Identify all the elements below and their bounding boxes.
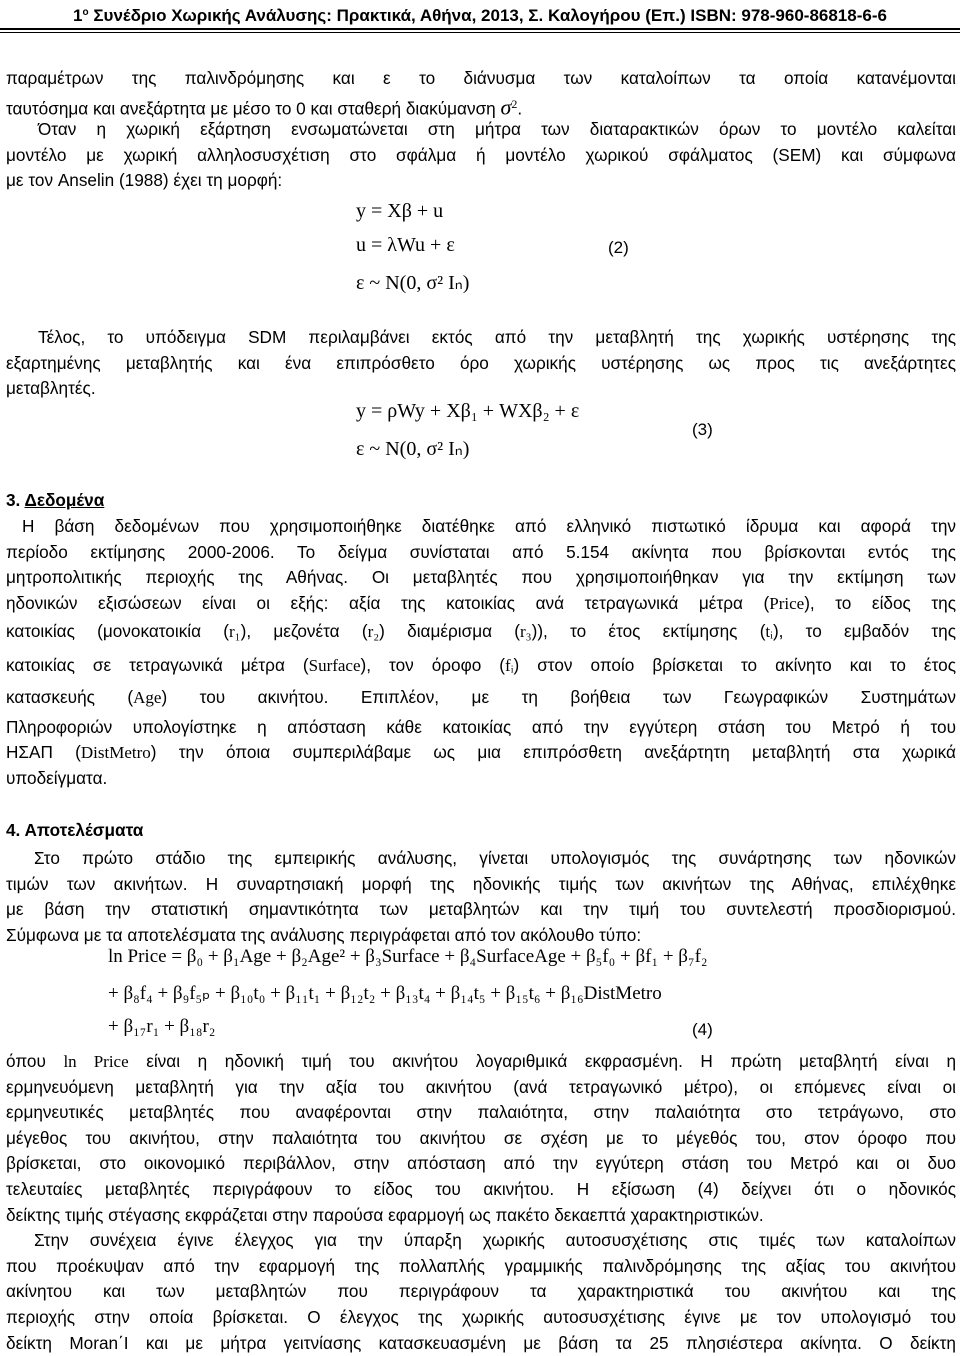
equation-text: ε ~ N(0, σ² Iₙ)	[356, 272, 470, 294]
math-var: Surface	[308, 655, 361, 675]
equation-3-line-2	[356, 436, 469, 461]
equation-text: u = λWu + ε	[356, 234, 455, 256]
math-var: DistMetro	[80, 743, 151, 763]
math-var: ln Price	[63, 1052, 129, 1071]
text-line: Στην συνέχεια έγινε έλεγχος για την ύπαρξη χωρικής αυτοσυσχέτισης στις τιμές των καταλοίπων	[34, 1230, 956, 1251]
text-line: τιμών των ακινήτων. Η συναρτησιακή μορφή της ηδονικής τιμής των ακινήτων της Αθήνας, επιλέχθηκε	[6, 873, 956, 894]
text-line: μητροπολιτικής περιοχής της Αθήνας. Οι μεταβλητές που χρησιμοποιήθηκαν για την εκτίμηση των	[6, 567, 956, 588]
text-span: είναι η ηδονική τιμή του ακινήτου λογαριθμικά εκφρασμένη. Η πρώτη μεταβλητή είναι η	[146, 1051, 957, 1071]
paragraph-sdm	[6, 325, 956, 402]
paragraph-interpretation	[6, 1049, 956, 1356]
equation-2-line-3	[356, 270, 469, 295]
section-title: Δεδομένα	[24, 490, 105, 510]
text-line: Πληροφοριών υπολογίστηκε η απόσταση κάθε κατοικίας από την εγγύτερη στάση του Μετρό ή του	[6, 716, 956, 737]
text-span: ), το εμβαδόν της	[772, 620, 956, 641]
text-line: Σύμφωνα με τα αποτελέσματα της ανάλυσης περιγράφεται από τον ακόλουθο τύπο:	[6, 924, 642, 945]
equation-2-line-2	[356, 234, 455, 257]
text-span: ) διαμέρισμα (	[379, 620, 521, 641]
text-span: ) του ακινήτου. Επιπλέον, με τη βοήθεια των Γεωγραφικών Συστημάτων	[161, 686, 956, 707]
math-var: Age	[133, 687, 162, 707]
math-var: fᵢ	[505, 655, 514, 675]
header-rule-thick	[0, 28, 960, 30]
text-span: ), τον όροφο (	[360, 654, 506, 675]
text-line	[6, 591, 956, 619]
sigma-symbol: σ	[500, 94, 512, 120]
text-line: με τον Anselin (1988) έχει τη μορφή:	[6, 170, 283, 191]
text-span: )), το έτος εκτίμησης (	[531, 620, 766, 641]
equation-4-number: (4)	[692, 1020, 713, 1039]
equation-3-line-1	[356, 400, 579, 423]
text-line: περίοδο εκτίμησης 2000-2006. Το δείγμα συνίσταται από 5.154 ακίνητα που βρίσκονται εντός της	[6, 541, 956, 562]
math-var: r₂	[367, 621, 380, 641]
math-var: r₃	[520, 621, 532, 641]
text-span: ) στον οποίο βρίσκεται το ακίνητο και το έτος	[513, 654, 956, 675]
text-span: ) την όποια συμπεριλάβαμε ως μια επιπρόσθετη ανεξάρτητη μεταβλητή στα χωρικά	[150, 742, 956, 763]
text-line: μοντέλο με χωρική αλληλοσυσχέτιση στο σφάλμα ή μοντέλο χωρικού σφάλματος (SEM) και σύμφωνα	[6, 144, 956, 165]
text-line: μεταβλητές.	[6, 378, 96, 399]
text-line	[6, 619, 956, 653]
header-text: Συνέδριο Χωρικής Ανάλυσης: Πρακτικά, Αθήνα, 2013, Σ. Καλογήρου (Επ.) ISBN: 978-960-86818-6-6	[88, 6, 887, 25]
equation-text: y = ρWy + Xβ₁ + WXβ₂ + ε	[356, 400, 580, 422]
running-header	[0, 0, 960, 26]
text-line: ταυτόσημα και ανεξάρτητα με μέσο το 0 και σταθερή διακύμανση $\sigma^2$.	[6, 94, 523, 120]
paragraph-model-intro	[6, 66, 956, 194]
section-number: 4.	[6, 820, 21, 840]
text-span: ), το είδος της	[804, 592, 957, 613]
section-title: Αποτελέσματα	[24, 820, 144, 840]
math-var: Price	[769, 593, 805, 613]
text-span: όπου	[6, 1051, 46, 1071]
math-var: r₁	[229, 621, 241, 641]
equation-3-number: (3)	[692, 420, 713, 439]
text-line: βρίσκεται, στο οικονομικό περιβάλλον, στην απόσταση από την εγγύτερη στάση του Μετρό και οι δυο	[6, 1153, 956, 1174]
section-number: 3.	[6, 490, 21, 510]
section-3-heading	[6, 490, 104, 511]
header-ordinal: 1	[73, 6, 83, 25]
text-line: παραμέτρων της παλινδρόμησης και ε το διάνυσμα των καταλοίπων τα οποία κατανέμονται	[6, 68, 956, 88]
text-line	[6, 740, 956, 766]
text-line: με βάση την στατιστική σημαντικότητα των μεταβλητών και την τιμή του συντελεστή προσδιορισμού.	[6, 899, 956, 920]
text-line: υποδείγματα.	[6, 767, 108, 788]
equation-text: + β₁₇r₁ + β₁₈r₂	[108, 1016, 216, 1037]
text-line: μέγεθος του ακινήτου, στην παλαιότητα του ακινήτου σε σχέση με το μέγεθός του, στον όροφο που	[6, 1127, 956, 1148]
paragraph-results	[6, 846, 956, 948]
text-span: ταυτόσημα και ανεξάρτητα με μέσο το 0 και σταθερή διακύμανση	[6, 98, 496, 119]
text-line: ακίνητου και των μεταβλητών που περιγράφουν τα χαρακτηριστικά του ακινήτου και της	[6, 1281, 956, 1302]
text-line	[6, 685, 956, 715]
text-span: κατοικίας σε τετραγωνικά μέτρα (	[6, 654, 309, 675]
equation-4-line-1	[108, 946, 708, 968]
text-line: ερμηνευτικές μεταβλητές που αναφέρονται στην παλαιότητα, στην παλαιότητα στο τετράγωνο, στο	[6, 1102, 956, 1123]
equation-text: y = Xβ + u	[356, 200, 444, 222]
equation-text: ε ~ N(0, σ² Iₙ)	[356, 438, 470, 460]
text-span: ηδονικών εξισώσεων είναι οι εξής: αξία της κατοικίας ανά τετραγωνικά μέτρα (	[6, 592, 770, 613]
text-line: δείκτη Moran΄I και με μήτρα γειτνίασης κατασκευασμένη με βάση τα 25 πλησιέστερα ακίνητα. Ο δείκτη	[6, 1332, 956, 1353]
equation-text: ln Price = β₀ + β₁Age + β₂Age² + β₃Surface + β₄SurfaceAge + β₅f₀ + βf₁ + β₇f₂	[108, 946, 708, 967]
text-line: περιοχής στην οποία βρίσκεται. Ο έλεγχος της χωρικής αυτοσυσχέτισης έγινε με τον υπολογισμό του	[6, 1306, 956, 1327]
text-line: Τέλος, το υπόδειγμα SDM περιλαμβάνει εκτός από την μεταβλητή της χωρικής υστέρησης της	[38, 327, 956, 347]
text-span: κατασκευής (	[6, 686, 134, 707]
text-line	[6, 1049, 956, 1075]
text-line: που προέκυψαν από την εφαρμογή της πολλαπλής γραμμικής παλινδρόμησης της αξίας του ακινήτου	[6, 1255, 956, 1276]
section-4-heading	[6, 820, 143, 841]
header-ordinal-sup: ο	[82, 7, 89, 18]
sigma-exponent: 2	[511, 96, 518, 111]
header-rule-thin	[0, 32, 960, 33]
text-line: ερμηνευόμενη μεταβλητή για την αξία του ακινήτου (ανά τετραγωνικό μέτρο), οι επόμενες είναι οι	[6, 1076, 956, 1097]
text-line: δείκτης τιμής στέγασης εκφράζεται στην παρούσα εφαρμογή ως πακέτο δεκαεπτά χαρακτηριστικών.	[6, 1204, 764, 1225]
equation-2-number: (2)	[608, 238, 629, 257]
text-line: τελευταίες μεταβλητές περιγράφουν το είδος του ακινήτου. Η εξίσωση (4) δείχνει ότι ο ηδονικός	[6, 1178, 956, 1199]
text-line: εξαρτημένης μεταβλητής και ένα επιπρόσθετο όρο χωρικής υστέρησης ως προς τις ανεξάρτητες	[6, 352, 956, 373]
equation-4-line-2	[108, 982, 662, 1005]
text-span: ), μεζονέτα (	[240, 620, 368, 641]
equation-4-line-3	[108, 1016, 215, 1038]
math-var: tᵢ	[765, 621, 773, 641]
text-span: κατοικίας (μονοκατοικία (	[6, 620, 229, 641]
equation-2-line-1	[356, 200, 443, 223]
text-line: Η βάση δεδομένων που χρησιμοποιήθηκε διατέθηκε από ελληνικό πιστωτικό ίδρυμα και αφορά την	[22, 516, 956, 536]
equation-text: + β₈f₄ + β₉f₅ₚ + β₁₀t₀ + β₁₁t₁ + β₁₂t₂ + β₁₃t₄ + β₁₄t₅ + β₁₅t₆ + β₁₆DistMetro	[108, 983, 662, 1004]
text-line	[6, 653, 956, 685]
paragraph-data	[6, 514, 956, 792]
text-line: Όταν η χωρική εξάρτηση ενσωματώνεται στη μήτρα των διαταρακτικών όρων το μοντέλο καλείται	[38, 119, 956, 140]
text-span: ΗΣΑΠ (	[6, 742, 81, 763]
text-line: Στο πρώτο στάδιο της εμπειρικής ανάλυσης, γίνεται υπολογισμός της συνάρτησης των ηδονικών	[34, 848, 956, 868]
